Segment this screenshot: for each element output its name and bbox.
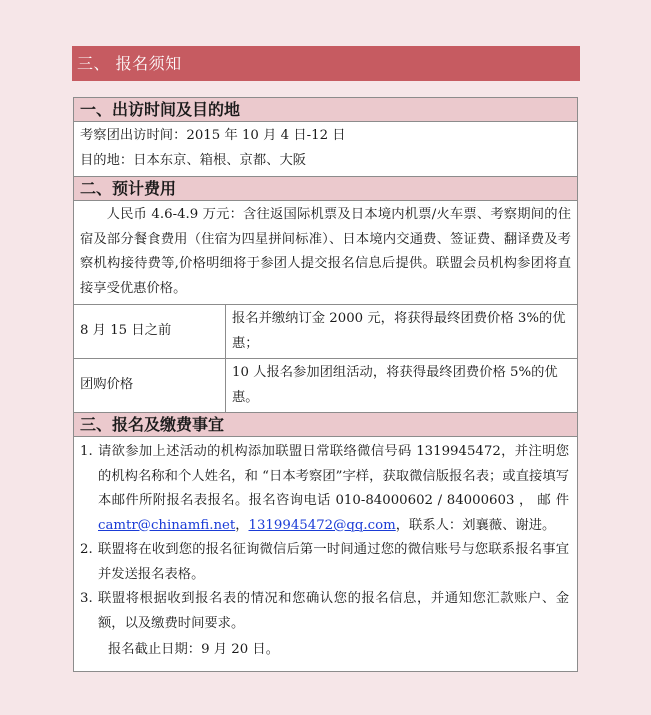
item-number: 2. — [80, 542, 93, 557]
discount-text: 报名并缴纳订金 2000 元，将获得最终团费价格 3%的优惠； — [232, 311, 566, 351]
discount-text: 10 人报名参加团组活动，将获得最终团费价格 5%的优惠。 — [232, 365, 558, 405]
contact-persons: ，联系人：刘襄薇、谢进。 — [395, 517, 556, 533]
section-header-registration-payment: 三、报名及缴费事宜 — [74, 413, 577, 437]
discount-row-early — [74, 305, 577, 359]
item-number: 1. — [80, 444, 93, 459]
cost-description: 人民币 4.6-4.9 万元：含往返国际机票及日本境内机票/火车票、考察期间的住宿及部分餐食费用（住宿为四星拼间标准）、日本境内交通费、签证费、翻译费及考察机构接待费等,价格明细将于参团人提交报名信息后提供。联盟会员机构参团将直接享受优惠价格。 — [80, 207, 571, 296]
item-text: 联盟将根据收到报名表的情况和您确认您的报名信息，并通知您汇款账户、金额，以及缴费时间要求。 — [98, 591, 569, 631]
registration-steps — [74, 437, 577, 671]
item-text: 请欲参加上述活动的机构添加联盟日常联络微信号码 1319945472，并注明您的机构名称和个人姓名，和 “日本考察团”字样，获取微信版报名表；或直接填写本邮件所附报名表报名。报名咨询电话 010-84000602 / 84000603 ， 邮 件 — [98, 444, 569, 508]
discount-label: 团购价格 — [74, 359, 226, 412]
departure-time: 考察团出访时间：2015 年 10 月 4 日-12 日 — [80, 128, 346, 143]
time-destination-block — [74, 122, 577, 177]
section-header-time-destination: 一、出访时间及目的地 — [74, 98, 577, 122]
cost-description-block — [74, 201, 577, 305]
email-link-qq[interactable]: 1319945472@qq.com — [248, 517, 396, 533]
destination: 目的地：日本东京、箱根、京都、大阪 — [80, 152, 307, 168]
item-number: 3. — [80, 591, 93, 606]
section-header-estimated-cost: 二、预计费用 — [74, 177, 577, 201]
discount-label: 8 月 15 日之前 — [74, 305, 226, 358]
discount-row-group — [74, 359, 577, 413]
list-item — [80, 440, 569, 538]
email-link-camtr[interactable]: camtr@chinamfi.net — [98, 517, 236, 533]
registration-info-table — [73, 97, 578, 672]
item-text: 联盟将在收到您的报名征询微信后第一时间通过您的微信账号与您联系报名事宜并发送报名表格。 — [98, 542, 569, 582]
list-item — [80, 538, 569, 587]
section-title: 三、 报名须知 — [72, 46, 580, 81]
list-item — [80, 587, 569, 636]
separator: ， — [235, 517, 249, 533]
registration-deadline: 报名截止日期：9 月 20 日。 — [108, 642, 280, 657]
